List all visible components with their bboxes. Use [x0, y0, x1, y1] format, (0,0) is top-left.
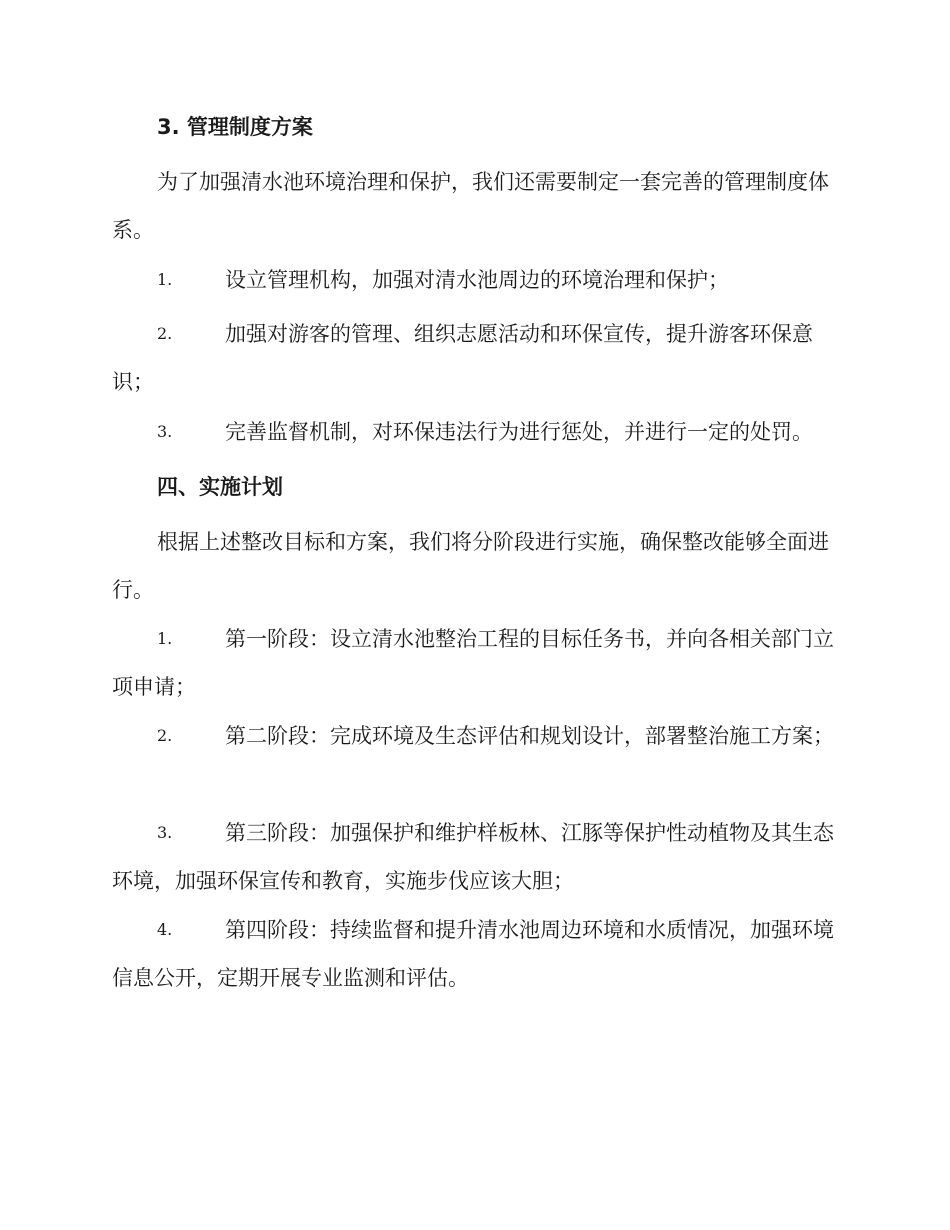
- section-3-intro: 为了加强清水池环境治理和保护，我们还需要制定一套完善的管理制度体系。: [112, 170, 829, 242]
- section-3-item-3: [112, 408, 836, 456]
- list-item-text: 加强对游客的管理、组织志愿活动和环保宣传，提升游客环保意识；: [112, 322, 813, 394]
- section-4-item-4: [112, 906, 836, 1002]
- list-number: 4.: [157, 920, 173, 939]
- list-number: 1.: [157, 270, 173, 289]
- section-4-item-2: [112, 712, 836, 760]
- list-number: 3.: [157, 823, 173, 842]
- section-3-item-2: [112, 310, 836, 406]
- section-4-heading: 四、实施计划: [157, 475, 283, 499]
- list-item-text: 完善监督机制，对环保违法行为进行惩处，并进行一定的处罚。: [225, 420, 813, 444]
- list-number: 3.: [157, 422, 173, 441]
- list-number: 2.: [157, 324, 173, 343]
- list-item-text: 设立管理机构，加强对清水池周边的环境治理和保护；: [225, 268, 729, 292]
- section-3-heading: 3. 管理制度方案: [157, 115, 313, 139]
- section-4-item-1: [112, 615, 836, 711]
- list-item-text: 第四阶段：持续监督和提升清水池周边环境和水质情况，加强环境信息公开，定期开展专业监测和评估。: [112, 918, 834, 990]
- list-number: 2.: [157, 726, 173, 745]
- section-3-item-1: [112, 256, 836, 304]
- section-4-item-3: [112, 809, 836, 905]
- list-item-text: 第二阶段：完成环境及生态评估和规划设计，部署整治施工方案；: [225, 724, 834, 748]
- list-item-text: 第三阶段：加强保护和维护样板林、江豚等保护性动植物及其生态环境，加强环保宣传和教育，实施步伐应该大胆；: [112, 821, 834, 893]
- list-item-text: 第一阶段：设立清水池整治工程的目标任务书，并向各相关部门立项申请；: [112, 627, 834, 699]
- list-number: 1.: [157, 629, 173, 648]
- section-4-intro: 根据上述整改目标和方案，我们将分阶段进行实施，确保整改能够全面进行。: [112, 530, 829, 602]
